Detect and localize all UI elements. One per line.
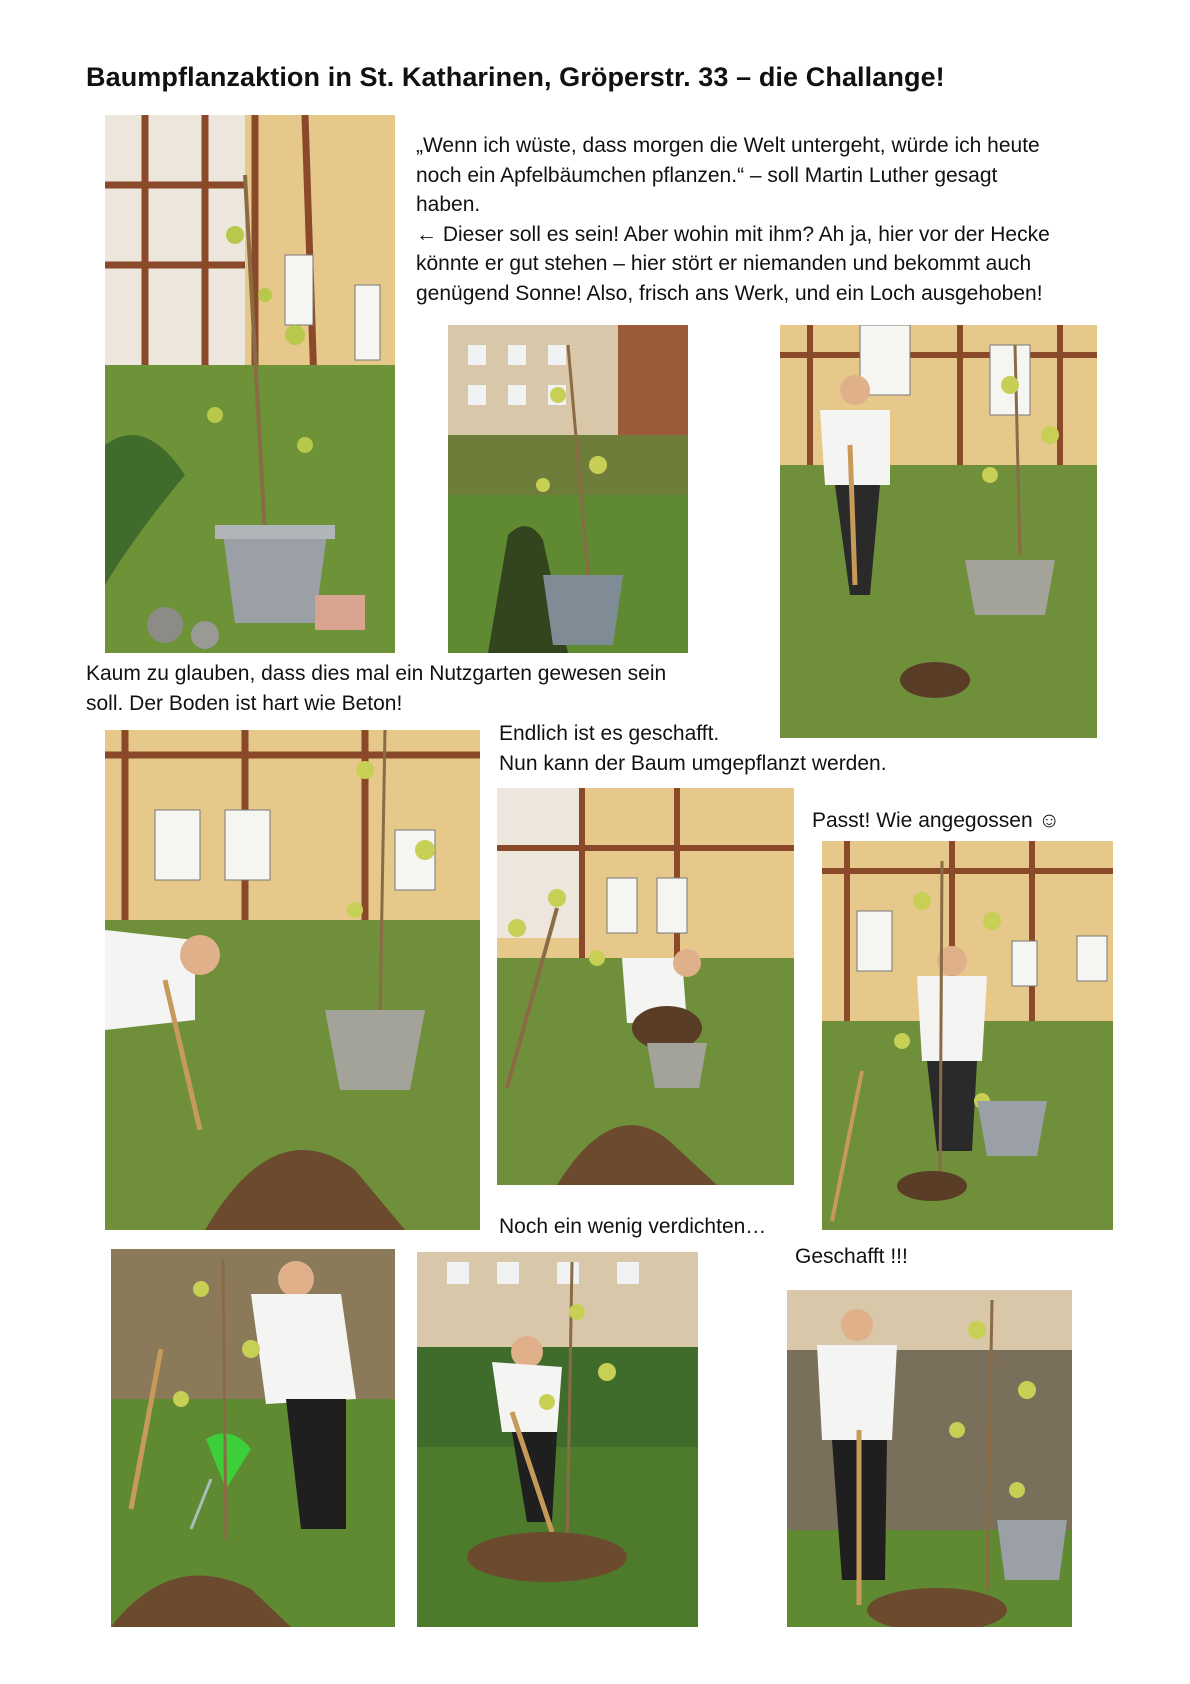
intro-line: ← Dieser soll es sein! Aber wohin mit ihm? Ah ja, hier vor der Hecke bbox=[416, 222, 1050, 246]
intro-line: genügend Sonne! Also, frisch ans Werk, und ein Loch ausgehoben! bbox=[416, 281, 1043, 305]
caption-compact: Noch ein wenig verdichten… bbox=[499, 1215, 767, 1238]
caption-hard-soil: Kaum zu glauben, dass dies mal ein Nutzgarten gewesen sein soll. Der Boden ist hart wie Beton! bbox=[86, 662, 667, 715]
caption-hole-done: Endlich ist es geschafft. Nun kann der Baum umgepflanzt werden. bbox=[499, 722, 887, 775]
photo-digging-start bbox=[780, 325, 1097, 738]
photo-tree-planted bbox=[822, 841, 1113, 1230]
photo-watering bbox=[111, 1249, 395, 1627]
page-title: Baumpflanzaktion in St. Katharinen, Gröperstr. 33 – die Challange! bbox=[86, 62, 945, 92]
photo-lifting-tree bbox=[497, 788, 794, 1185]
photo-digging-hole bbox=[105, 730, 480, 1230]
caption-finished: Geschafft !!! bbox=[795, 1245, 908, 1268]
intro-line: haben. bbox=[416, 193, 481, 216]
photo-finished bbox=[787, 1290, 1072, 1627]
photo-compacting bbox=[417, 1252, 698, 1627]
photo-tree-shadow bbox=[448, 325, 688, 653]
caption-fits: Passt! Wie angegossen ☺ bbox=[812, 809, 1060, 832]
left-arrow-icon: ← bbox=[416, 222, 437, 246]
intro-line: noch ein Apfelbäumchen pflanzen.“ – soll Martin Luther gesagt bbox=[416, 163, 998, 187]
intro-line: „Wenn ich wüste, dass morgen die Welt untergeht, würde ich heute bbox=[416, 134, 1040, 157]
intro-line: könnte er gut stehen – hier stört er niemanden und bekommt auch bbox=[416, 252, 1032, 275]
intro-text bbox=[416, 131, 1050, 308]
photo-tree-in-pot bbox=[105, 115, 395, 653]
